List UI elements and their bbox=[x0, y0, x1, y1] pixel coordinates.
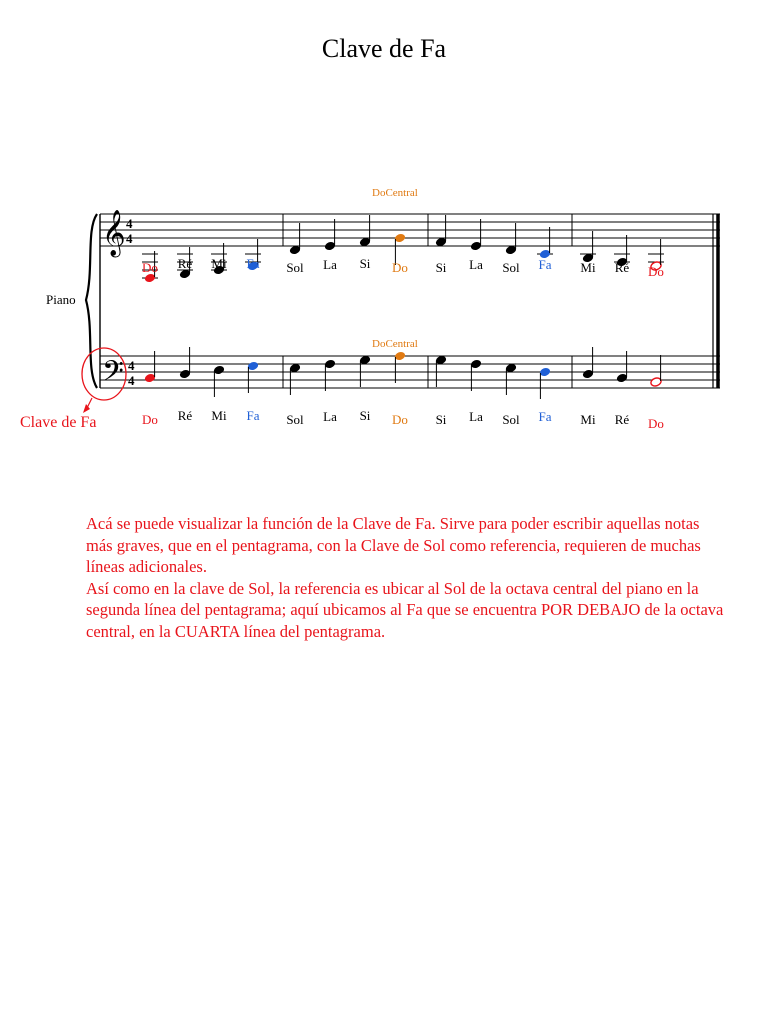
treble-clef-icon: 𝄞 bbox=[102, 210, 126, 255]
bass-note-labels bbox=[142, 408, 664, 431]
treble-docentral-annotation: DoCentral bbox=[372, 187, 418, 199]
treble-note-labels bbox=[142, 256, 664, 279]
treble-note-label: Ré bbox=[177, 256, 193, 271]
bass-note-label: Ré bbox=[614, 412, 630, 427]
bass-note-label: Mi bbox=[211, 408, 227, 423]
bass-note-label: La bbox=[323, 409, 337, 424]
treble-note-ledgers bbox=[648, 254, 664, 262]
bass-note-label: Do bbox=[648, 416, 664, 431]
bass-note-label: Si bbox=[435, 412, 447, 427]
treble-note-label: Mi bbox=[211, 256, 227, 271]
bass-note-label: Sol bbox=[502, 412, 520, 427]
bass-note-label: Ré bbox=[177, 408, 193, 423]
bass-docentral-annotation: DoCentral bbox=[372, 338, 418, 350]
treble-note-label: La bbox=[323, 257, 337, 272]
treble-note-label: Sol bbox=[502, 260, 520, 275]
clef-callout-label: Clave de Fa bbox=[20, 414, 97, 431]
treble-note-label: Do bbox=[142, 260, 158, 275]
page-title: Clave de Fa bbox=[321, 34, 447, 63]
music-score bbox=[0, 0, 768, 460]
bass-note-label: Fa bbox=[246, 408, 260, 423]
system-brace bbox=[86, 214, 97, 388]
bass-note-label: Do bbox=[392, 412, 408, 427]
explanation-paragraph-2: Así como en la clave de Sol, la referencia es ubicar al Sol de la octava central del piano en la segunda línea del pentagrama; aquí ubicamos al Fa que se encuentra POR DEBAJO de la octava central, en la CUARTA línea del pentagrama. bbox=[86, 578, 724, 641]
bass-note-label: Fa bbox=[538, 409, 552, 424]
treble-note-label: Fa bbox=[538, 257, 552, 272]
barlines bbox=[283, 214, 718, 388]
treble-note-label: Si bbox=[359, 256, 371, 271]
bass-note-label: Do bbox=[142, 412, 158, 427]
treble-note-label: Si bbox=[435, 260, 447, 275]
treble-note-label: Sol bbox=[286, 260, 304, 275]
treble-note-label: Ré bbox=[614, 260, 630, 275]
treble-note-label: Fa bbox=[246, 256, 260, 271]
treble-time-sig-top: 4 bbox=[126, 216, 133, 231]
treble-note-label: Mi bbox=[580, 260, 596, 275]
treble-note-label: Do bbox=[392, 260, 408, 275]
bass-note-label: Si bbox=[359, 408, 371, 423]
bass-time-sig-bottom: 4 bbox=[128, 373, 135, 388]
explanation-paragraph-1: Acá se puede visualizar la función de la Clave de Fa. Sirve para poder escribir aquellas notas más graves, que en el pentagrama, con la Clave de Sol como referencia, requieren de muchas líneas adicionales. bbox=[86, 514, 701, 576]
explanation-text bbox=[86, 513, 726, 642]
treble-note-label: La bbox=[469, 257, 483, 272]
bass-notes bbox=[144, 347, 662, 399]
instrument-label: Piano bbox=[46, 292, 76, 307]
bass-time-sig-top: 4 bbox=[128, 358, 135, 373]
bass-clef-icon: 𝄢 bbox=[102, 357, 124, 394]
bass-note-label: Mi bbox=[580, 412, 596, 427]
bass-note-label: La bbox=[469, 409, 483, 424]
treble-time-sig-bottom: 4 bbox=[126, 231, 133, 246]
bass-note-label: Sol bbox=[286, 412, 304, 427]
treble-note-label: Do bbox=[648, 264, 664, 279]
